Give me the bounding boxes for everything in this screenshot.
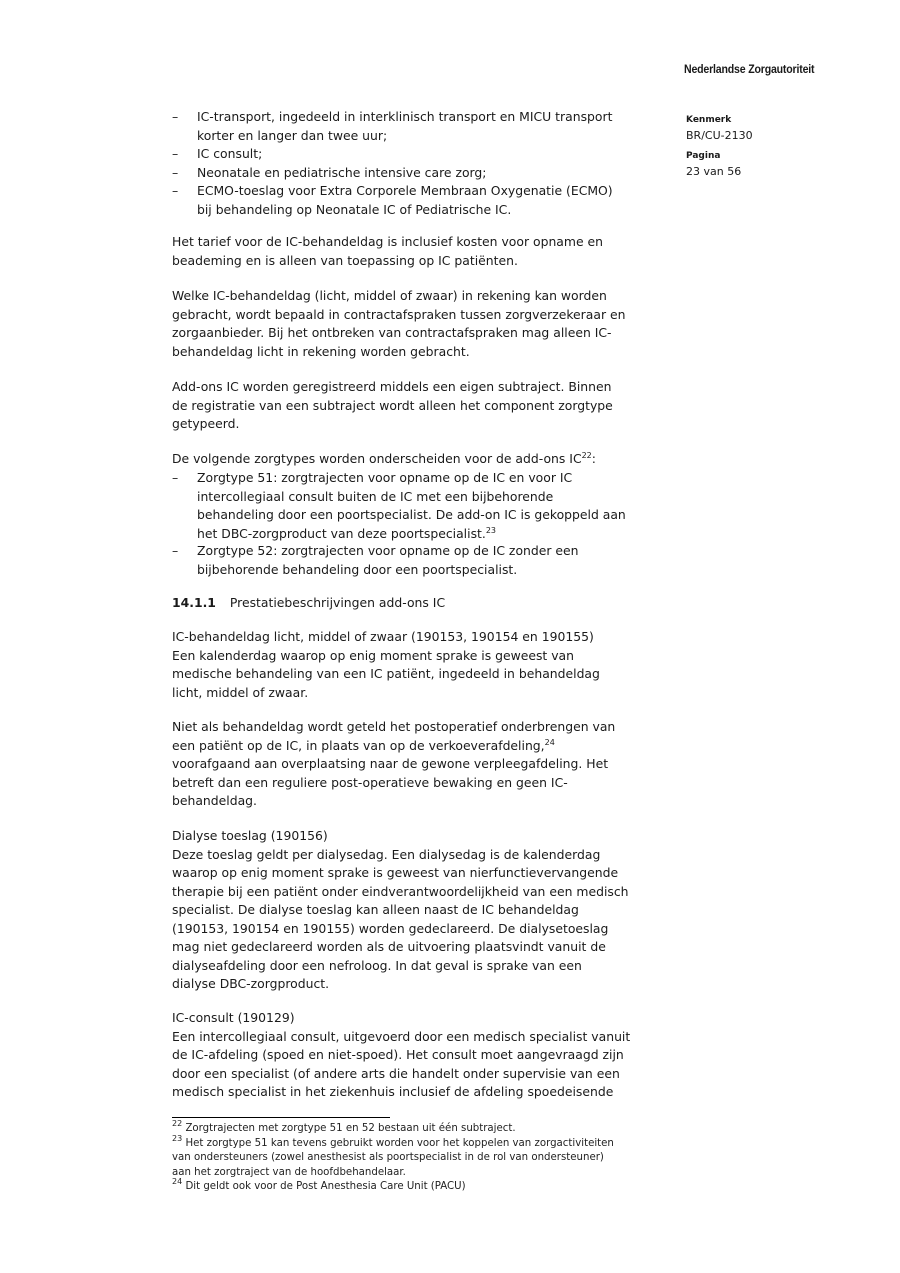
- list-item: Neonatale en pediatrische intensive care zorg;: [197, 164, 487, 180]
- paragraph-text: voorafgaand aan overplaatsing naar de gewone verpleegafdeling. Het betreft dan een reguliere post-operatieve bewaking en geen IC- behandeldag.: [172, 756, 609, 808]
- heading-number: 14.1.1: [172, 595, 216, 610]
- footnote: [172, 1177, 692, 1195]
- list-item: [197, 469, 717, 543]
- bullet-dash: –: [172, 146, 179, 161]
- organization-name: Nederlandse Zorgautoriteit: [684, 62, 815, 76]
- colon: :: [591, 451, 596, 466]
- list-item: Zorgtype 52: zorgtrajecten voor opname op de IC zonder een bijbehorende behandeling door een poortspecialist.: [197, 543, 579, 577]
- paragraph: Welke IC-behandeldag (licht, middel of zwaar) in rekening kan worden gebracht, wordt bepaald in contractafspraken tussen zorgverzekeraar en zorgaanbieder. Bij het ontbreken van contractafspraken mag alleen IC- behandeldag licht in rekening worden gebracht.: [172, 288, 626, 359]
- paragraph: Add-ons IC worden geregistreerd middels een eigen subtraject. Binnen de registratie van een subtraject wordt alleen het component zorgtype getypeerd.: [172, 379, 613, 431]
- bullet-dash: –: [172, 164, 179, 180]
- list-item: IC-transport, ingedeeld in interklinisch transport en MICU transport korter en langer dan twee uur;: [197, 109, 613, 143]
- footnote-ref: 24: [544, 737, 555, 747]
- subsection-title: Dialyse toeslag (190156): [172, 828, 328, 843]
- paragraph-text: een patiënt op de IC, in plaats van op de verkoeverafdeling,: [172, 737, 545, 753]
- footnote-ref: 22: [581, 451, 592, 460]
- footnote-number: 23: [172, 1133, 183, 1143]
- list-item: IC consult;: [197, 146, 263, 161]
- footnote-text: Het zorgtype 51 kan tevens gebruikt worden voor het koppelen van zorgactiviteiten van ondersteuners (zowel anesthesist als poortspecialist in de rol van ondersteuner) aan het zorgtraject van de hoofdbehandelaar.: [172, 1137, 614, 1178]
- paragraph: [172, 450, 692, 469]
- section-heading: [172, 594, 445, 613]
- paragraph-text: Niet als behandeldag wordt geteld het postoperatief onderbrengen van: [172, 719, 616, 734]
- list-item-text: Zorgtype 51: zorgtrajecten voor opname op de IC en voor IC intercollegiaal consult buiten de IC met een bijbehorende behandeling door een poortspecialist. De add-on IC is gekoppeld aan het DBC-zorgproduct van deze poortspecialist.: [197, 470, 626, 541]
- kenmerk-value: BR/CU-2130: [686, 129, 753, 142]
- bullet-dash: –: [172, 109, 179, 124]
- footnote-number: 24: [172, 1177, 183, 1187]
- kenmerk-label: Kenmerk: [686, 115, 732, 125]
- list-item: ECMO-toeslag voor Extra Corporele Membraan Oxygenatie (ECMO) bij behandeling op Neonatale IC of Pediatrische IC.: [197, 183, 613, 217]
- paragraph: Een kalenderdag waarop op enig moment sprake is geweest van medische behandeling van een IC patiënt, ingedeeld in behandeldag licht, middel of zwaar.: [172, 647, 600, 700]
- footnote-divider: [172, 1117, 390, 1118]
- footnote: [172, 1119, 692, 1137]
- footnote: [172, 1133, 692, 1181]
- paragraph: Deze toeslag geldt per dialysedag. Een dialysedag is de kalenderdag waarop op enig moment sprake is geweest van nierfunctievervangende therapie bij een patiënt onder eindverantwoordelijkheid van een medisch specialist. De dialyse toeslag kan alleen naast de IC behandeldag (190153, 190154 en 190155) worden gedeclareerd. De dialysetoeslag mag niet gedeclareerd worden als de uitvoering plaatsvindt vanuit de dialyseafdeling door een nefroloog. In dat geval is sprake van een dialyse DBC-zorgproduct.: [172, 846, 629, 991]
- subsection-title: IC-consult (190129): [172, 1010, 295, 1025]
- heading-title: Prestatiebeschrijvingen add-ons IC: [229, 595, 446, 610]
- footnote-number: 22: [172, 1119, 183, 1128]
- bullet-dash: –: [172, 543, 179, 558]
- paragraph: [172, 718, 692, 811]
- paragraph: Het tarief voor de IC-behandeldag is inclusief kosten voor opname en beademing en is alleen van toepassing op IC patiënten.: [172, 234, 603, 268]
- pagina-value: 23 van 56: [686, 165, 742, 178]
- subsection-title: IC-behandeldag licht, middel of zwaar (190153, 190154 en 190155): [172, 629, 594, 644]
- footnote-text: Zorgtrajecten met zorgtype 51 en 52 bestaan uit één subtraject.: [185, 1123, 516, 1134]
- paragraph: Een intercollegiaal consult, uitgevoerd door een medisch specialist vanuit de IC-afdeling (spoed en niet-spoed). Het consult moet aangevraagd zijn door een specialist (of andere arts die handelt onder supervisie van een medisch specialist in het ziekenhuis inclusief de afdeling spoedeisende: [172, 1028, 631, 1099]
- bullet-dash: –: [172, 470, 179, 485]
- paragraph-text: De volgende zorgtypes worden onderscheiden voor de add-ons IC: [172, 451, 582, 466]
- bullet-dash: –: [172, 183, 179, 198]
- footnote-ref: 23: [485, 525, 497, 535]
- pagina-label: Pagina: [686, 151, 721, 161]
- footnote-text: Dit geldt ook voor de Post Anesthesia Care Unit (PACU): [185, 1181, 466, 1193]
